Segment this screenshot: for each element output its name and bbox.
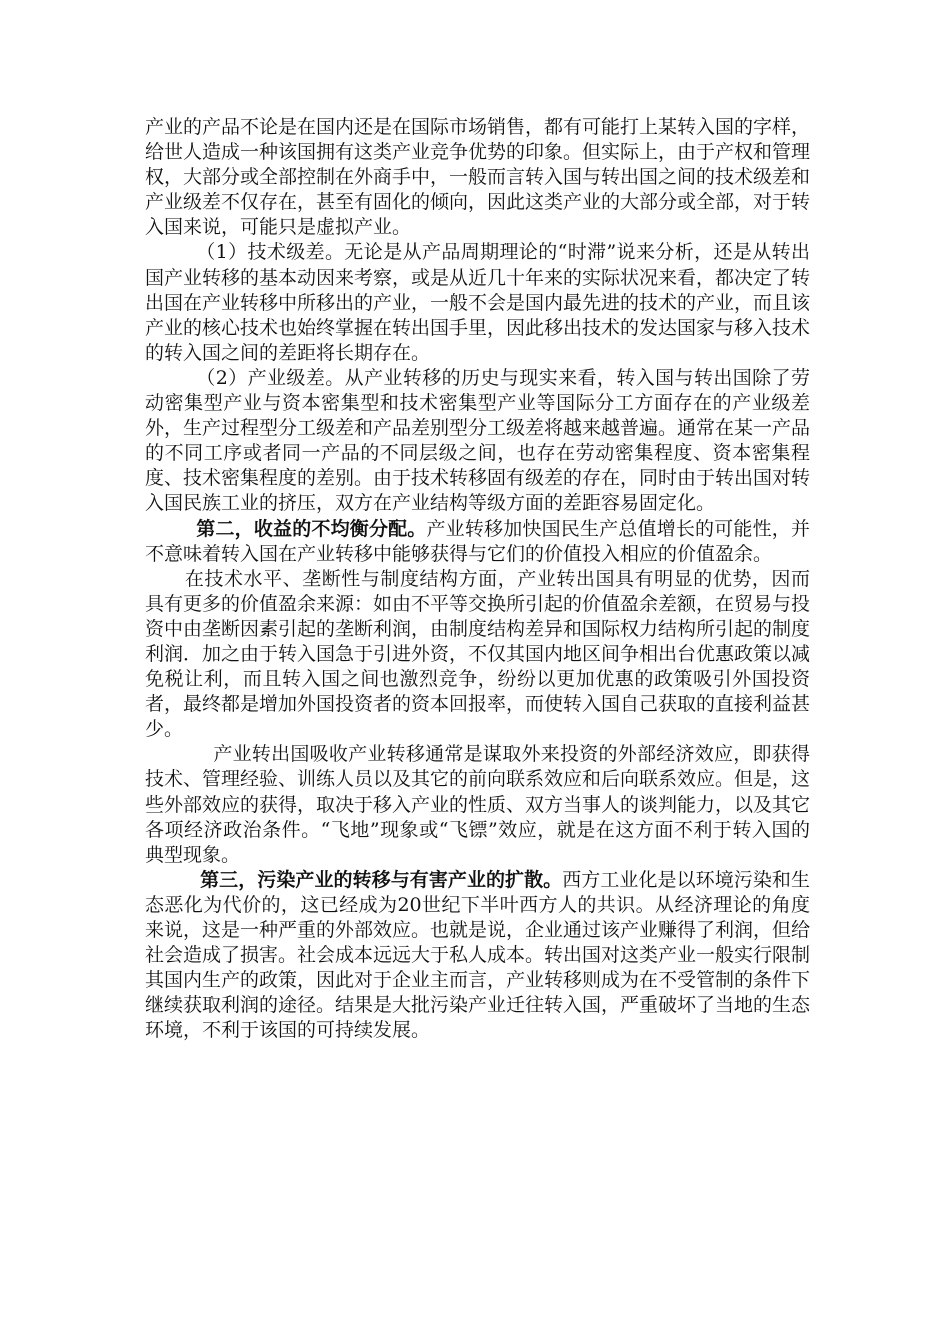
paragraph-industry-gap: （2）产业级差。从产业转移的历史与现实来看，转入国与转出国除了劳动密集型产业与资本密集型和技术密集型产业等国际分工方面存在的产业级差外，生产过程型分工级差和产品差别型分工级差将越来越普遍。通常在某一产品的不同工序或者同一产品的不同层级之间，也存在劳动密集程度、资本密集程度、技术密集程度的差别。由于技术转移固有级差的存在，同时由于转出国对转入国民族工业的挤压，双方在产业结构等级方面的差距容易固定化。 xyxy=(145,366,811,515)
paragraph-lead-heading: 第二，收益的不均衡分配。 xyxy=(196,517,427,540)
paragraph-value-surplus: 在技术水平、垄断性与制度结构方面，产业转出国具有明显的优势，因而具有更多的价值盈余来源：如由不平等交换所引起的价值盈余差额，在贸易与投资中由垄断因素引起的垄断利润，由制度结构差异和国际权力结构所引起的制度利润．加之由于转入国急于引进外资，不仅其国内地区间争相出台优惠政策以减免税让利，而且转入国之间也激烈竞争，纷纷以更加优惠的政策吸引外国投资者，最终都是增加外国投资者的资本回报率，而使转入国自己获取的直接利益甚少。 xyxy=(145,567,811,741)
paragraph-lead-heading: 第三，污染产业的转移与有害产业的扩散。 xyxy=(200,868,563,891)
paragraph-third-point xyxy=(145,868,810,1044)
paragraph-body: 西方工业化是以环境污染和生态恶化为代价的，这已经成为20世纪下半叶西方人的共识。从经济理论的角度来说，这是一种严重的外部效应。也就是说，企业通过该产业赚得了利润，但给社会造成了损害。社会成本远远大于私人成本。转出国对这类产业一般实行限制其国内生产的政策，因此对于企业主而言，产业转移则成为在不受管制的条件下继续获取利润的途径。结果是大批污染产业迁往转入国，严重破坏了当地的生态环境，不利于该国的可持续发展。 xyxy=(145,868,811,1042)
document-page xyxy=(145,115,810,1043)
paragraph-body: 产业转移加快国民生产总值增长的可能性，并不意味着转入国在产业转移中能够获得与它们的价值投入相应的价值盈余。 xyxy=(145,517,810,565)
paragraph-external-effects: 产业转出国吸收产业转移通常是谋取外来投资的外部经济效应，即获得技术、管理经验、训练人员以及其它的前向联系效应和后向联系效应。但是，这些外部效应的获得，取决于移入产业的性质、双方当事人的谈判能力，以及其它各项经济政治条件。“飞地”现象或“飞镖”效应，就是在这方面不利于转入国的典型现象。 xyxy=(145,743,811,866)
paragraph-technology-gap: （1）技术级差。无论是从产品周期理论的“时滞”说来分析，还是从转出国产业转移的基本动因来考察，或是从近几十年来的实际状况来看，都决定了转出国在产业转移中所移出的产业，一般不会是国内最先进的技术的产业，而且该产业的核心技术也始终掌握在转出国手里，因此移出技术的发达国家与移入技术的转入国之间的差距将长期存在。 xyxy=(145,241,811,364)
paragraph-virtual-industry: 产业的产品不论是在国内还是在国际市场销售，都有可能打上某转入国的字样，给世人造成一种该国拥有这类产业竞争优势的印象。但实际上，由于产权和管理权，大部分或全部控制在外商手中，一般而言转入国与转出国之间的技术级差和产业级差不仅存在，甚至有固化的倾向，因此这类产业的大部分或全部，对于转入国来说，可能只是虚拟产业。 xyxy=(145,116,811,239)
paragraph-second-point xyxy=(145,517,810,567)
